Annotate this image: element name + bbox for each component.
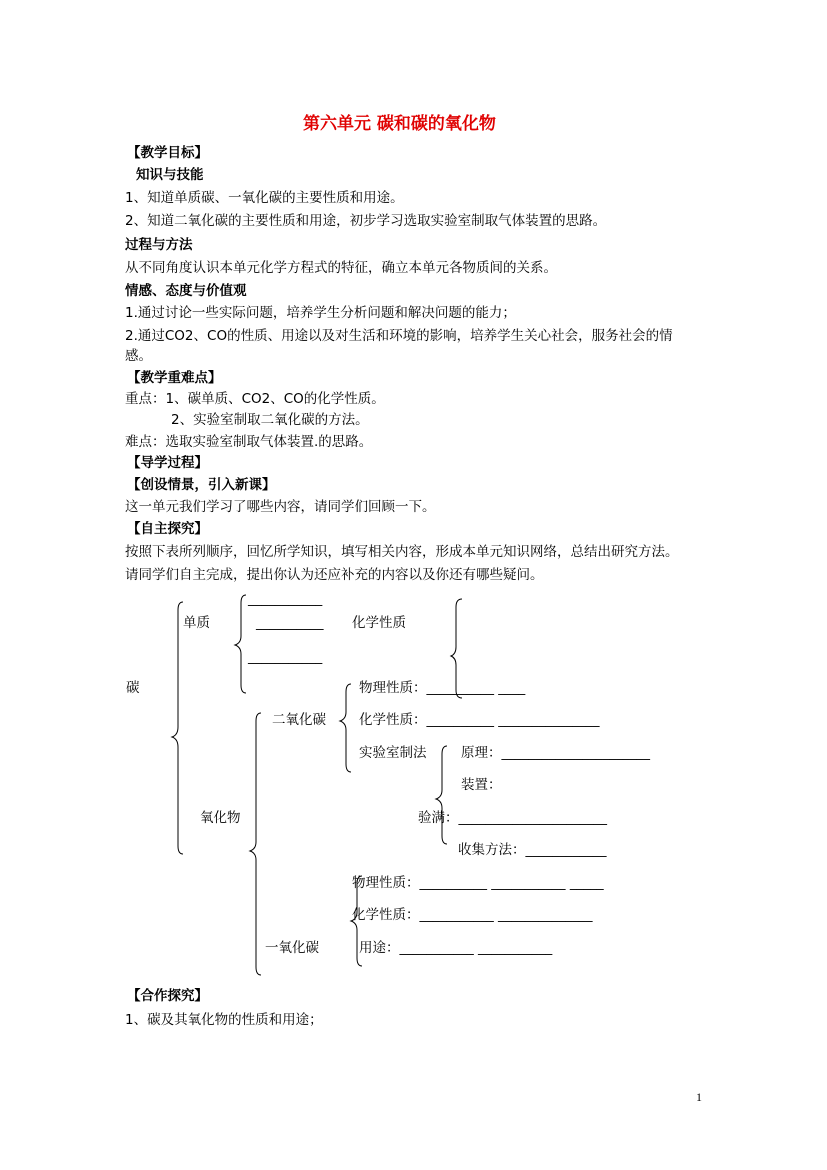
heading-key-points: 【教学重难点】 bbox=[127, 370, 222, 386]
co2-lab-method: 实验室制法 bbox=[359, 745, 427, 761]
bracket-element bbox=[235, 595, 246, 693]
page-number: 1 bbox=[696, 1090, 702, 1104]
co2-physical-props: 物理性质：__________ ____ bbox=[359, 680, 526, 696]
co-uses: 用途：___________ ___________ bbox=[359, 940, 553, 956]
knowledge-item-1: 1、知道单质碳、一氧化碳的主要性质和用途。 bbox=[125, 190, 404, 206]
bracket-co2 bbox=[340, 684, 351, 772]
node-co: 一氧化碳 bbox=[265, 940, 319, 956]
emotion-item-2-cont: 感。 bbox=[125, 348, 152, 364]
self-study-text-1: 按照下表所列顺序，回忆所学知识，填写相关内容，形成本单元知识网络，总结出研究方法。 bbox=[125, 544, 679, 560]
element-blank-3: ___________ bbox=[248, 649, 323, 665]
heading-cooperative: 【合作探究】 bbox=[127, 988, 208, 1004]
heading-teaching-goals: 【教学目标】 bbox=[127, 145, 208, 161]
difficult-point: 难点：选取实验室制取气体装置.的思路。 bbox=[125, 434, 373, 450]
process-item-1: 从不同角度认识本单元化学方程式的特征，确立本单元各物质间的关系。 bbox=[125, 260, 557, 276]
element-blank-2: __________ bbox=[256, 615, 324, 631]
heading-knowledge-skills: 知识与技能 bbox=[136, 167, 204, 183]
lab-check-full: 验满：______________________ bbox=[418, 810, 607, 826]
heading-process-method: 过程与方法 bbox=[125, 237, 193, 253]
co-physical-props: 物理性质：__________ ___________ _____ bbox=[352, 875, 604, 891]
lab-principle: 原理：______________________ bbox=[461, 745, 650, 761]
bracket-carbon bbox=[172, 602, 183, 854]
lab-collection-method: 收集方法：____________ bbox=[458, 842, 607, 858]
key-point-2: 2、实验室制取二氧化碳的方法。 bbox=[171, 412, 369, 428]
heading-self-study: 【自主探究】 bbox=[127, 521, 208, 537]
page-title: 第六单元 碳和碳的氧化物 bbox=[303, 114, 496, 134]
element-blank-1: ___________ bbox=[248, 591, 323, 607]
lab-apparatus: 装置： bbox=[461, 777, 502, 793]
cooperative-item-1: 1、碳及其氧化物的性质和用途； bbox=[125, 1012, 323, 1028]
heading-guided-process: 【导学过程】 bbox=[127, 455, 208, 471]
knowledge-item-2: 2、知道二氧化碳的主要性质和用途，初步学习选取实验室制取气体装置的思路。 bbox=[125, 213, 607, 229]
self-study-text-2: 请同学们自主完成，提出你认为还应补充的内容以及你还有哪些疑问。 bbox=[125, 567, 544, 583]
node-element: 单质 bbox=[183, 615, 210, 631]
node-carbon: 碳 bbox=[126, 680, 140, 696]
bracket-oxide bbox=[250, 713, 261, 975]
emotion-item-2: 2.通过CO2、CO的性质、用途以及对生活和环境的影响，培养学生关心社会，服务社会的情 bbox=[125, 328, 673, 344]
emotion-item-1: 1.通过讨论一些实际问题，培养学生分析问题和解决问题的能力； bbox=[125, 305, 516, 321]
node-chem-props: 化学性质 bbox=[352, 615, 406, 631]
bracket-lab-method bbox=[436, 746, 447, 844]
node-oxide: 氧化物 bbox=[200, 810, 241, 826]
co2-chemical-props: 化学性质：__________ _______________ bbox=[359, 712, 600, 728]
node-co2: 二氧化碳 bbox=[272, 712, 326, 728]
co-chemical-props: 化学性质：___________ ______________ bbox=[352, 907, 593, 923]
intro-text: 这一单元我们学习了哪些内容，请同学们回顾一下。 bbox=[125, 499, 436, 515]
heading-intro: 【创设情景，引入新课】 bbox=[127, 477, 276, 493]
key-point-1: 重点：1、碳单质、CO2、CO的化学性质。 bbox=[125, 391, 385, 407]
heading-emotion-values: 情感、态度与价值观 bbox=[125, 283, 247, 299]
